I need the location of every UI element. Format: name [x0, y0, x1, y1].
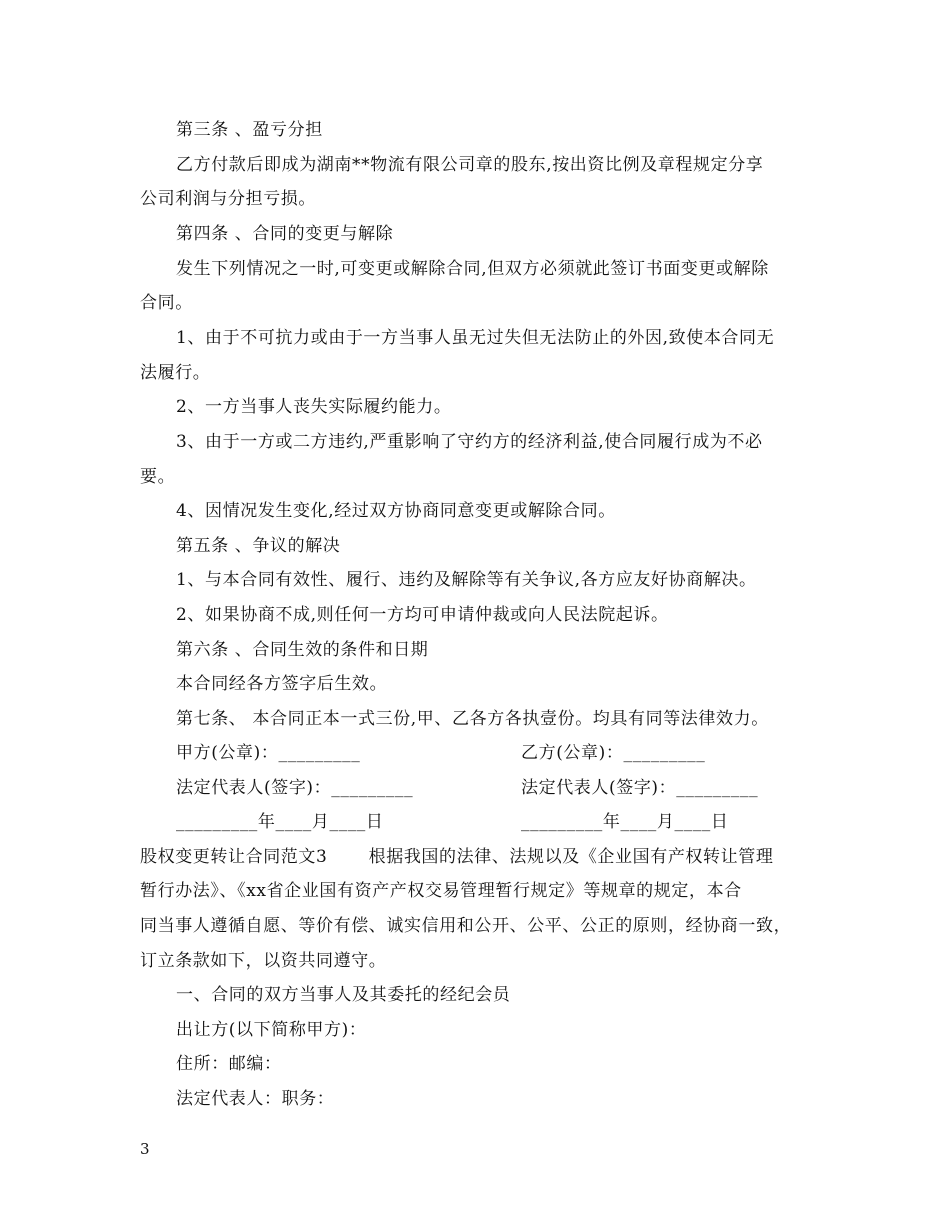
paragraph-line: 乙方付款后即成为湖南**物流有限公司章的股东,按出资比例及章程规定分享: [176, 155, 764, 175]
signature-party-a: 甲方(公章)：_________: [176, 743, 361, 763]
article-7-line: 第七条、 本合同正本一式三份,甲、乙各方各执壹份。均具有同等法律效力。: [176, 709, 769, 729]
signature-party-b: 乙方(公章)：_________: [521, 743, 706, 763]
signature-rep-a: 法定代表人(签字)：_________: [176, 778, 414, 798]
paragraph-line: 订立条款如下，以资共同遵守。: [140, 951, 387, 971]
paragraph-line: 要。: [140, 467, 176, 487]
paragraph-line: 本合同经各方签字后生效。: [176, 674, 388, 694]
list-item: 2、如果协商不成,则任何一方均可申请仲裁或向人民法院起诉。: [176, 605, 669, 625]
signature-rep-b: 法定代表人(签字)：_________: [521, 778, 759, 798]
signature-date-b: _________年____月____日: [521, 812, 729, 832]
list-item: 1、与本合同有效性、履行、违约及解除等有关争议,各方应友好协商解决。: [176, 570, 757, 590]
page-number: 3: [140, 1140, 150, 1158]
paragraph-line: 暂行办法》、《xx省企业国有资产产权交易管理暂行规定》等规章的规定，本合: [140, 881, 742, 901]
list-item: 1、由于不可抗力或由于一方当事人虽无过失但无法防止的外因,致使本合同无: [176, 328, 775, 348]
list-item: 4、因情况发生变化,经过双方协商同意变更或解除合同。: [176, 501, 616, 521]
list-item: 3、由于一方或二方违约,严重影响了守约方的经济利益,使合同履行成为不必: [176, 432, 763, 452]
form-field-label: 出让方(以下简称甲方)：: [176, 1020, 367, 1040]
form-field-label: 住所：邮编：: [176, 1054, 282, 1074]
article-6-heading: 第六条 、合同生效的条件和日期: [176, 640, 429, 660]
signature-date-a: _________年____月____日: [176, 812, 384, 832]
paragraph-line: 发生下列情况之一时,可变更或解除合同,但双方必须就此签订书面变更或解除: [176, 259, 769, 279]
article-4-heading: 第四条 、合同的变更与解除: [176, 224, 394, 244]
article-3-heading: 第三条 、盈亏分担: [176, 120, 323, 140]
section-heading: 一、合同的双方当事人及其委托的经纪会员: [176, 985, 511, 1005]
section-2-title-line: 股权变更转让合同范文3 根据我国的法律、法规以及《企业国有产权转让管理: [140, 847, 774, 867]
list-item: 2、一方当事人丧失实际履约能力。: [176, 397, 452, 417]
paragraph-line: 合同。: [140, 293, 193, 313]
paragraph-line: 公司利润与分担亏损。: [140, 189, 316, 209]
form-field-label: 法定代表人：职务：: [176, 1089, 335, 1109]
article-5-heading: 第五条 、争议的解决: [176, 536, 341, 556]
paragraph-line: 法履行。: [140, 363, 211, 383]
paragraph-line: 同当事人遵循自愿、等价有偿、诚实信用和公开、公平、公正的原则，经协商一致，: [140, 916, 792, 936]
